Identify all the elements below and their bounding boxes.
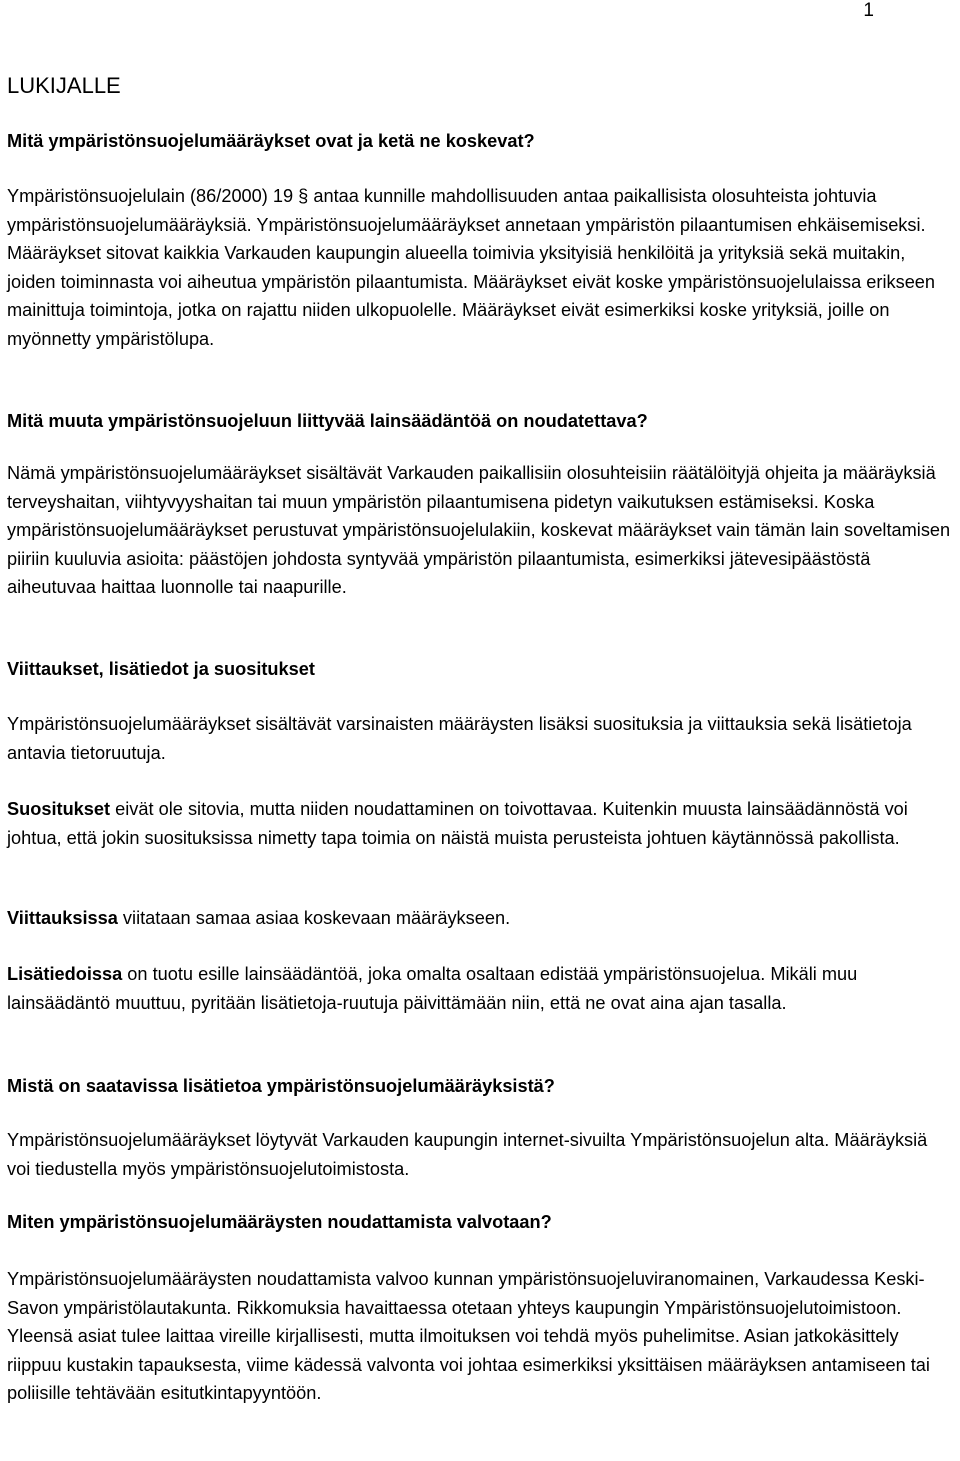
paragraph-supervision: Ympäristönsuojelumääräysten noudattamista valvoo kunnan ympäristönsuojeluviranomainen, Varkaudessa Keski-Savon ympäristölautakunta. Rikkomuksia havaittaessa otetaan yhteys kaupungin Ympäristönsuojelutoimistoon. Yleensä asiat tulee laittaa vireille kirjallisesti, mutta ilmoituksen voi tehdä myös puhelimitse. Asian jatkokäsittely riippuu kustakin tapauksesta, viime kädessä valvonta voi johtaa esimerkiksi yksittäisen määräyksen antamiseen tai poliisille tehtävään esitutkintapyyntöön. (7, 1269, 930, 1404)
additional-info-text: on tuotu esille lainsäädäntöä, joka omalta osaltaan edistää ympäristönsuojelua. Mikäli muu lainsäädäntö muuttuu, pyritään lisätietoja-ruutuja päivittämään niin, että ne ovat aina ajan tasalla. (7, 964, 858, 1013)
page-number: 1 (863, 0, 874, 21)
references-text: viitataan samaa asiaa koskevaan määräykseen. (117, 908, 511, 928)
term-additional-info: Lisätiedoissa (7, 964, 123, 984)
section-heading-supervision: Miten ympäristönsuojelumääräysten noudattamista valvotaan? (7, 1212, 552, 1232)
term-references: Viittauksissa (7, 908, 118, 928)
section-heading-other-legislation: Mitä muuta ympäristönsuojeluun liittyvää lainsäädäntöä on noudatettava? (7, 411, 648, 431)
paragraph-recommendations (7, 795, 954, 852)
paragraph-references: Ympäristönsuojelumääräykset sisältävät varsinaisten määräysten lisäksi suosituksia ja viittauksia sekä lisätietoja antavia tietoruutuja. (7, 714, 912, 763)
document-title: LUKIJALLE (7, 73, 121, 98)
paragraph-where-info: Ympäristönsuojelumääräykset löytyvät Varkauden kaupungin internet-sivuilta Ympäristönsuojelun alta. Määräyksiä voi tiedustella myös ympäristönsuojelutoimistosta. (7, 1130, 928, 1179)
term-recommendations: Suositukset (7, 799, 111, 819)
paragraph-scope: Ympäristönsuojelulain (86/2000) 19 § antaa kunnille mahdollisuuden antaa paikallisista olosuhteista johtuvia ympäristönsuojelumääräyksiä. Ympäristönsuojelumääräykset annetaan ympäristön pilaantumisen ehkäisemiseksi. Määräykset sitovat kaikkia Varkauden kaupungin alueella toimivia yksityisiä henkilöitä ja yrityksiä sekä muitakin, joiden toiminnasta voi aiheutua ympäristön pilaantumista. Määräykset eivät koske ympäristönsuojelulaissa erikseen mainittuja toimintoja, jotka on rajattu niiden ulkopuolelle. Määräykset eivät esimerkiksi koske yrityksiä, joille on myönnetty ympäristölupa. (7, 186, 936, 349)
paragraph-additional-info (7, 960, 954, 1017)
section-heading-where-info: Mistä on saatavissa lisätietoa ympäristönsuojelumääräyksistä? (7, 1076, 555, 1096)
recommendations-text: eivät ole sitovia, mutta niiden noudattaminen on toivottavaa. Kuitenkin muusta lainsäädännöstä voi johtua, että jokin suosituksissa nimetty tapa toimia on näistä muista perusteista johtuen käytännössä pakollista. (7, 799, 908, 848)
paragraph-references-term (7, 904, 954, 933)
section-heading-references: Viittaukset, lisätiedot ja suositukset (7, 659, 315, 679)
section-heading-scope: Mitä ympäristönsuojelumääräykset ovat ja ketä ne koskevat? (7, 131, 535, 151)
paragraph-other-legislation: Nämä ympäristönsuojelumääräykset sisältävät Varkauden paikallisiin olosuhteisiin räätälöityjä ohjeita ja määräyksiä terveyshaitan, viihtyvyyshaitan tai muun ympäristön pilaantumisena pidetyn vaikutuksen estämiseksi. Koska ympäristönsuojelumääräykset perustuvat ympäristönsuojelulakiin, koskevat määräykset vain tämän lain soveltamisen piiriin kuuluvia asioita: päästöjen johdosta syntyvää ympäristön pilaantumista, esimerkiksi jätevesipäästöstä aiheutuvaa haittaa luonnolle tai naapurille. (7, 463, 951, 598)
